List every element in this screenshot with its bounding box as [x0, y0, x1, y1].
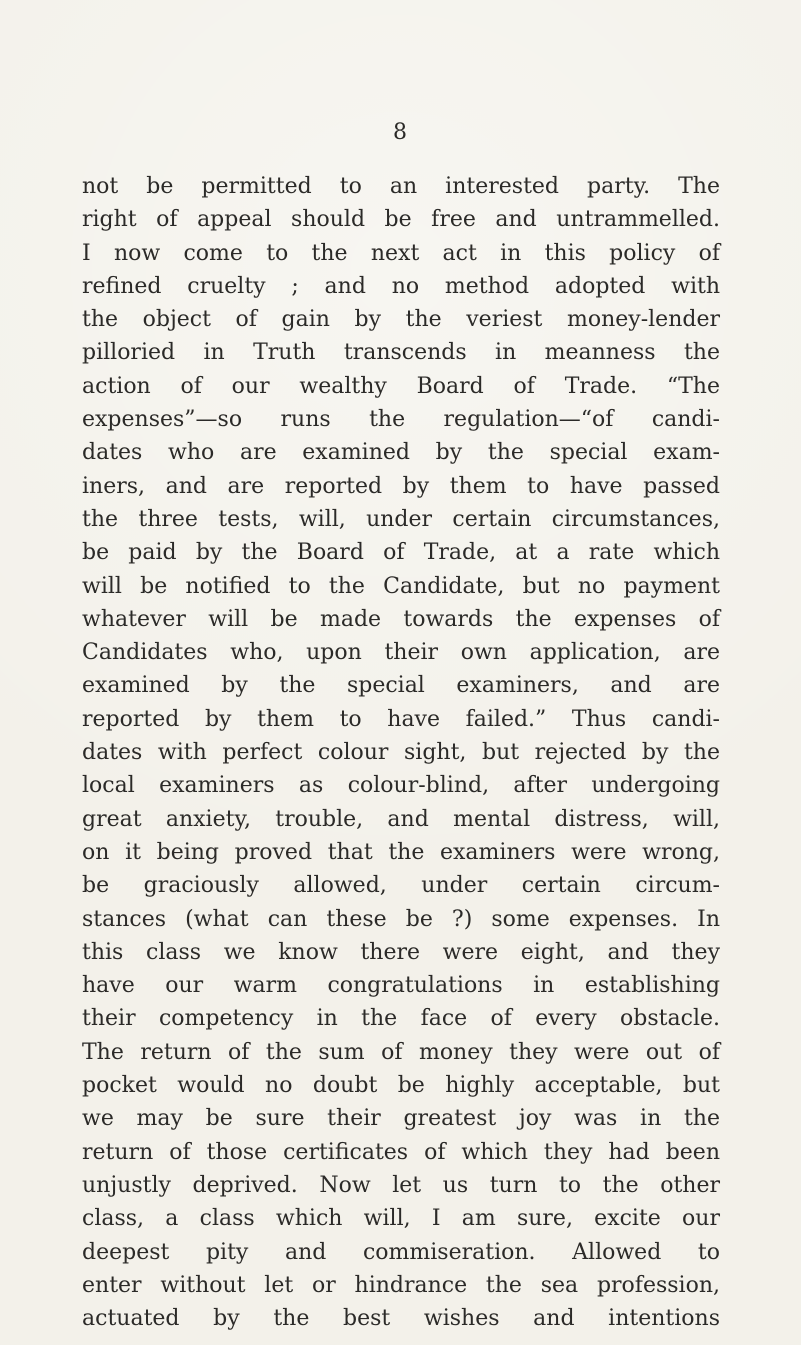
page-number: 8	[393, 120, 408, 145]
text-line: pocket would no doubt be highly acceptable, but	[82, 1073, 720, 1099]
text-line: dates who are examined by the special exam-	[82, 440, 720, 466]
text-line: right of appeal should be free and untrammelled.	[82, 207, 720, 233]
text-line: be graciously allowed, under certain circum-	[82, 873, 720, 899]
body-text	[82, 170, 720, 1335]
text-line: unjustly deprived. Now let us turn to the other	[82, 1172, 720, 1198]
text-line: their competency in the face of every obstacle.	[82, 1006, 720, 1032]
text-line: have our warm congratulations in establishing	[82, 973, 720, 999]
text-line: dates with perfect colour sight, but rejected by the	[82, 740, 720, 766]
text-line: pilloried in Truth transcends in meanness the	[82, 340, 720, 366]
text-line: The return of the sum of money they were out of	[82, 1039, 720, 1065]
text-line: I now come to the next act in this policy of	[82, 240, 720, 266]
text-line: local examiners as colour-blind, after undergoing	[82, 773, 720, 799]
text-line: actuated by the best wishes and intentions	[82, 1306, 720, 1332]
text-line: the object of gain by the veriest money-lender	[82, 307, 720, 333]
text-line: reported by them to have failed.” Thus candi-	[82, 706, 720, 732]
text-line: refined cruelty ; and no method adopted with	[82, 273, 720, 299]
text-line: examined by the special examiners, and are	[82, 673, 720, 699]
text-line: on it being proved that the examiners were wrong,	[82, 839, 720, 865]
text-line: return of those certificates of which they had been	[82, 1139, 720, 1165]
text-line: whatever will be made towards the expenses of	[82, 606, 720, 632]
text-line: great anxiety, trouble, and mental distress, will,	[82, 806, 720, 832]
text-line: the three tests, will, under certain circumstances,	[82, 506, 720, 532]
text-line: iners, and are reported by them to have passed	[82, 473, 720, 499]
text-line: action of our wealthy Board of Trade. “The	[82, 373, 720, 399]
text-line: be paid by the Board of Trade, at a rate which	[82, 540, 720, 566]
text-line: we may be sure their greatest joy was in the	[82, 1106, 720, 1132]
text-line: stances (what can these be ?) some expenses. In	[82, 906, 720, 932]
text-line: class, a class which will, I am sure, excite our	[82, 1206, 720, 1232]
text-line: expenses”—so runs the regulation—“of candi-	[82, 407, 720, 433]
text-line: Candidates who, upon their own application, are	[82, 640, 720, 666]
text-line: deepest pity and commiseration. Allowed to	[82, 1239, 720, 1265]
text-line: not be permitted to an interested party. The	[82, 174, 720, 199]
text-line: will be notified to the Candidate, but no payment	[82, 573, 720, 599]
text-line: this class we know there were eight, and they	[82, 939, 720, 965]
text-line: enter without let or hindrance the sea profession,	[82, 1272, 720, 1298]
